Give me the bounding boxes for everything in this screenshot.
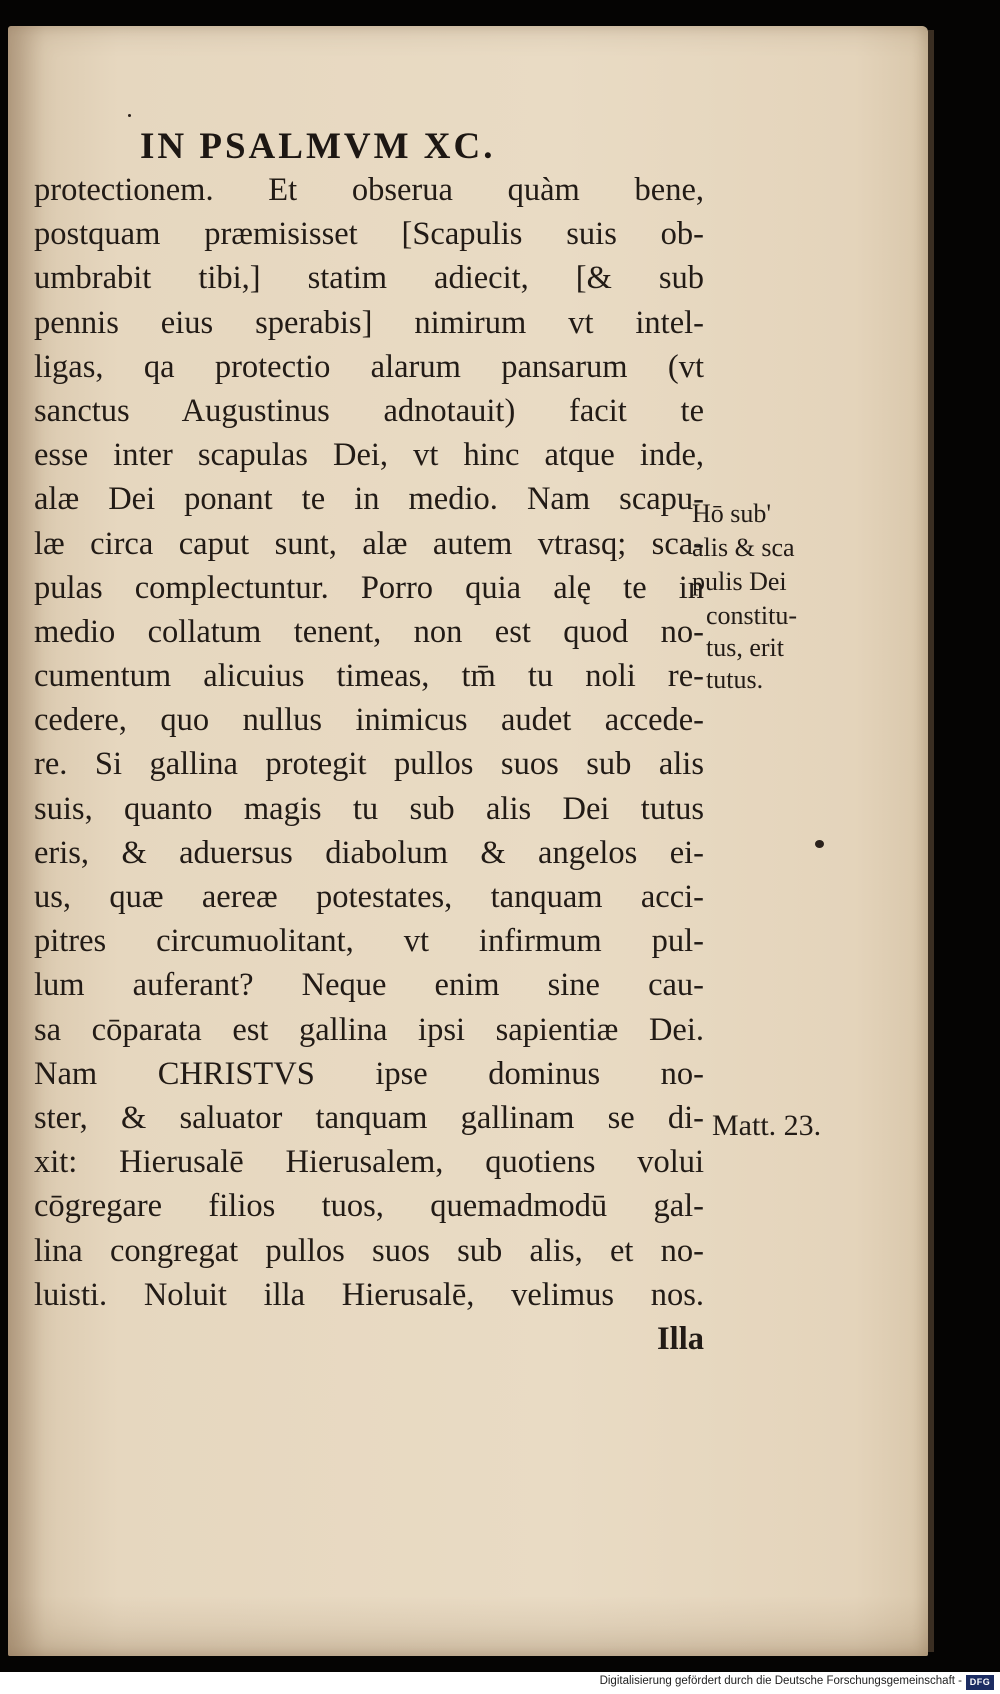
marginal-note-line: constitu- [706,601,797,630]
marginal-note [692,497,797,697]
text-line: eris, & aduersus diabolum & angelos ei- [34,834,704,871]
page-edge [928,30,934,1652]
text-line: postquam præmisisset [Scapulis suis ob- [34,216,704,253]
text-line: pulas complectuntur. Porro quia alę te in [34,569,704,606]
text-line: cōgregare filios tuos, quemadmodū gal- [34,1188,704,1225]
text-line: protectionem. Et obserua quàm bene, [34,172,704,208]
footer-bar [0,1672,1000,1694]
main-text-block [34,168,704,1361]
text-line: Nam CHRISTVS ipse dominus no- [34,1055,704,1092]
text-line: lina congregat pullos suos sub alis, et no- [34,1232,704,1269]
funding-credit: Digitalisierung gefördert durch die Deutsche Forschungsgemeinschaft - [599,1675,962,1687]
text-line: cedere, quo nullus inimicus audet accede- [34,702,704,739]
text-line: umbrabit tibi,] statim adiecit, [& sub [34,260,704,297]
text-line: us, quæ aereæ potestates, tanquam acci- [34,879,704,915]
text-line: suis, quanto magis tu sub alis Dei tutus [34,790,704,827]
marginal-note-line: pulis Dei [692,567,787,596]
text-line: ster, & saluator tanquam gallinam se di- [34,1099,704,1136]
text-line: sa cōparata est gallina ipsi sapientiæ Dei. [34,1011,704,1048]
marginal-reference-text: Matt. 23. [712,1109,822,1142]
running-head: IN PSALMVM XC. [140,126,496,167]
text-line: pennis eius sperabis] nimirum vt intel- [34,304,704,341]
ink-speck [815,840,824,848]
marginal-note-line: tutus. [706,665,764,694]
text-line: lum auferant? Neque enim sine cau- [34,967,704,1004]
marginal-note-line: alis & sca [692,533,795,562]
text-line: sanctus Augustinus adnotauit) facit te [34,392,704,429]
marginal-reference [712,1108,821,1144]
text-line: læ circa caput sunt, alæ autem vtrasq; sca- [34,525,704,562]
text-line: ligas, qa protectio alarum pansarum (vt [34,348,704,385]
text-line: pitres circumuolitant, vt infirmum pul- [34,923,704,960]
text-line: cumentum alicuius timeas, tm̄ tu noli re- [34,658,704,695]
ink-speck [128,114,131,117]
dfg-logo-icon: DFG [966,1675,994,1690]
text-line: xit: Hierusalē Hierusalem, quotiens volui [34,1144,704,1181]
text-line: medio collatum tenent, non est quod no- [34,613,704,650]
marginal-note-line: Hō sub' [692,499,772,528]
catchword: Illa [657,1320,704,1357]
text-line: re. Si gallina protegit pullos suos sub alis [34,746,704,783]
text-line: esse inter scapulas Dei, vt hinc atque inde, [34,437,704,474]
text-line: alæ Dei ponant te in medio. Nam scapu- [34,481,704,518]
marginal-note-line: tus, erit [706,633,784,662]
text-line: luisti. Noluit illa Hierusalē, velimus nos. [34,1276,704,1313]
